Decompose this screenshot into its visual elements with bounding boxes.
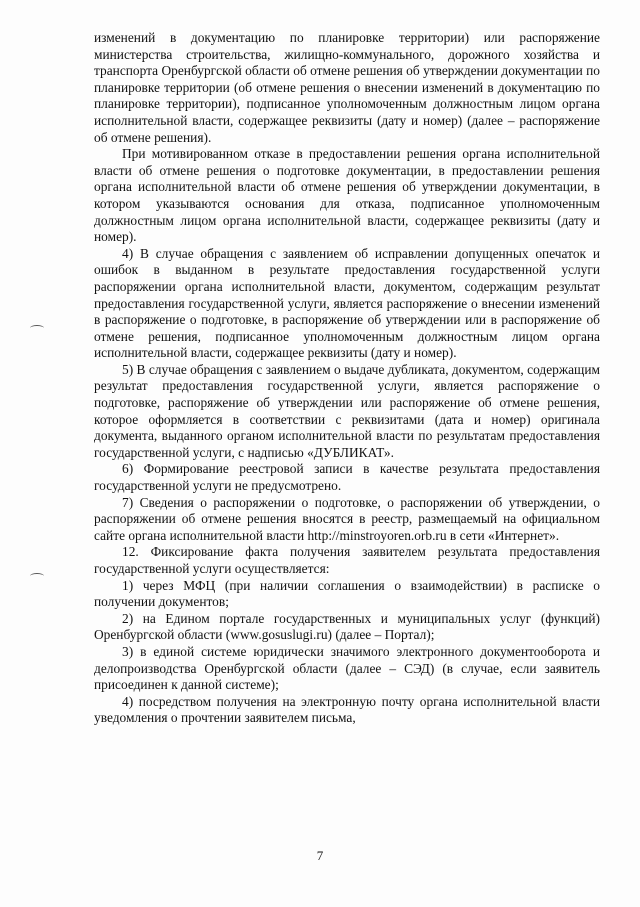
paragraph-8: 1) через МФЦ (при наличии соглашения о взаимодействии) в расписке о получении документов; (94, 577, 600, 610)
paragraph-11: 4) посредством получения на электронную почту органа исполнительной власти уведомления о прочтении заявителем письма, (94, 693, 600, 726)
paragraph-9: 2) на Едином портале государственных и муниципальных услуг (функций) Оренбургской области (www.gosuslugi.ru) (далее – Портал); (94, 610, 600, 643)
paragraph-6: 7) Сведения о распоряжении о подготовке, о распоряжении об утверждении, о распоряжении об отмене решения вносятся в реестр, размещаемый на официальном сайте органа исполнительной власти http://minstroyoren.orb.ru в сети «Интернет». (94, 494, 600, 543)
scan-mark (30, 573, 44, 579)
paragraph-10: 3) в единой системе юридически значимого электронного документооборота и делопроизводства Оренбургской области (далее – СЭД) (в случае, если заявитель присоединен к данной системе); (94, 643, 600, 693)
paragraph-3: 4) В случае обращения с заявлением об исправлении допущенных опечаток и ошибок в выданном в результате предоставления государственной услуги распоряжении органа исполнительной власти, документом, содержащим результат предоставления государственной услуги, является распоряжение о внесении изменений в распоряжение о подготовке, в распоряжение об утверждении или в распоряжение об отмене решения, подписанное уполномоченным должностным лицом органа исполнительной власти, содержащее реквизиты (дату и номер). (94, 245, 600, 361)
paragraph-5: 6) Формирование реестровой записи в качестве результата предоставления государственной услуги не предусмотрено. (94, 461, 600, 494)
paragraph-2: При мотивированном отказе в предоставлении решения органа исполнительной власти об отмене решения о подготовке документации, в предоставлении решения органа исполнительной власти об отмене решения об утверждении документации, в котором указываются основания для отказа, подписанное уполномоченным должностным лицом органа исполнительной власти, содержащее реквизиты (дату и номер). (94, 146, 600, 245)
paragraph-4: 5) В случае обращения с заявлением о выдаче дубликата, документом, содержащим результат предоставления государственной услуги, является распоряжение о подготовке, распоряжение об утверждении или распоряжение об отмене решения, которое оформляется в соответствии с реквизитами (дата и номер) оригинала документа, выданного органом исполнительной власти по результатам предоставления государственной услуги, с надписью «ДУБЛИКАТ». (94, 361, 600, 460)
paragraph-7: 12. Фиксирование факта получения заявителем результата предоставления государственной услуги осуществляется: (94, 544, 600, 576)
scan-mark (30, 325, 44, 331)
document-body (94, 30, 600, 727)
paragraph-1: изменений в документацию по планировке территории) или распоряжение министерства строительства, жилищно-коммунального, дорожного хозяйства и транспорта Оренбургской области об отмене решения об утверждении документации по планировке территории (об отмене решения о внесении изменений в документацию по планировке территории), подписанное уполномоченным должностным лицом органа исполнительной власти, содержащее реквизиты (дату и номер) (далее – распоряжение об отмене решения). (94, 30, 600, 145)
page-number: 7 (316, 848, 324, 863)
